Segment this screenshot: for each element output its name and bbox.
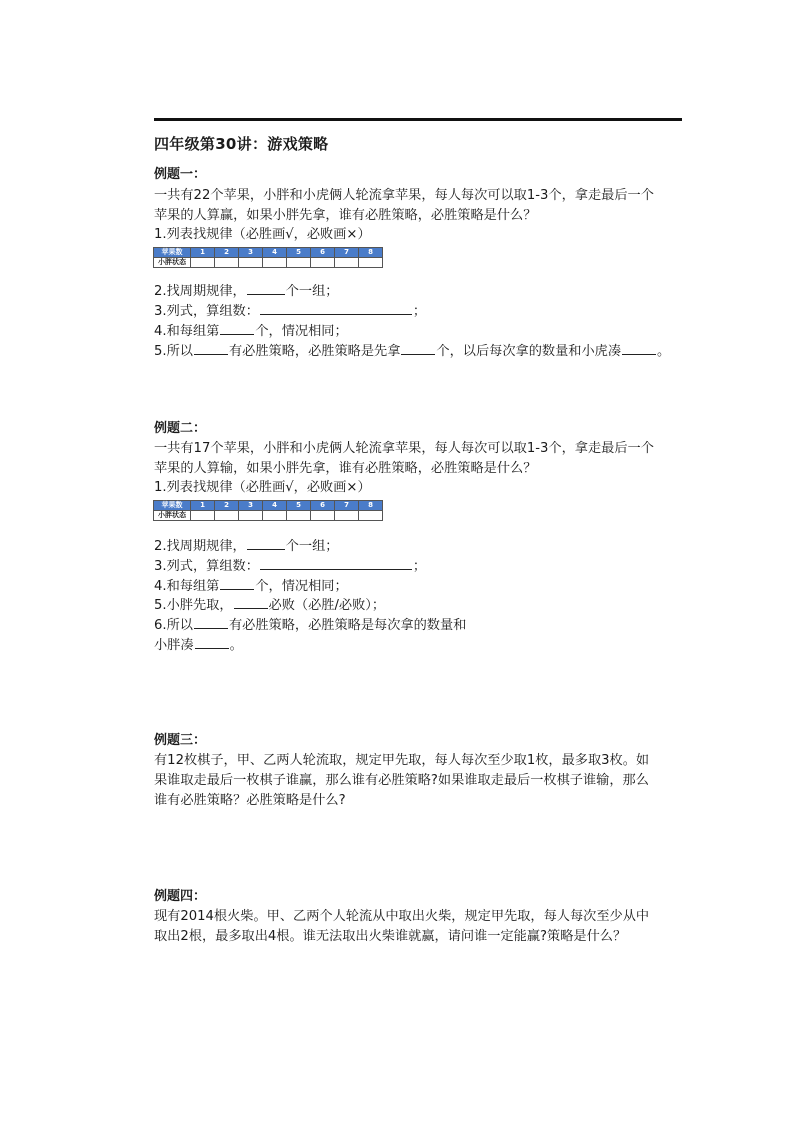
example-1-step-4 <box>154 320 348 339</box>
example-1-step-5 <box>154 340 670 359</box>
example-3-text-line-1: 有12枚棋子，甲、乙两人轮流取，规定甲先取，每人每次至少取1枚，最多取3枚。如 <box>154 753 650 768</box>
example-4-heading: 例题四： <box>154 889 207 904</box>
step-text: 。 <box>229 638 243 653</box>
step-text: 3.列式，算组数： <box>154 304 259 319</box>
example-4-text-line-2: 取出2根，最多取出4根。谁无法取出火柴谁就赢，请问谁一定能赢?策略是什么？ <box>154 929 627 944</box>
example-4-text-line-1: 现有2014根火柴。甲、乙两个人轮流从中取出火柴，规定甲先取，每人每次至少从中 <box>154 909 650 924</box>
table-cell <box>287 258 311 268</box>
example-2-table <box>153 500 383 521</box>
table-col-header: 7 <box>335 248 359 258</box>
table-cell <box>263 511 287 521</box>
step-text: 5.所以 <box>154 344 193 359</box>
table-col-header: 2 <box>215 501 239 511</box>
step-text: 4.和每组第 <box>154 579 220 594</box>
example-2-step-1: 1.列表找规律（必胜画√，必败画×） <box>154 480 371 495</box>
example-2-step-2 <box>154 535 338 554</box>
answer-blank[interactable] <box>247 281 285 295</box>
answer-blank[interactable] <box>401 341 435 355</box>
step-text: 个一组； <box>285 284 339 299</box>
step-text: 。 <box>657 344 671 359</box>
step-text: 3.列式，算组数： <box>154 559 259 574</box>
table-col-header: 1 <box>191 501 215 511</box>
step-text: 个一组； <box>285 539 339 554</box>
step-text: 4.和每组第 <box>154 324 220 339</box>
table-cell <box>239 511 263 521</box>
answer-blank[interactable] <box>194 615 228 629</box>
step-text: 必败（必胜/必败）； <box>268 598 386 613</box>
table-cell <box>239 258 263 268</box>
table-cell <box>191 511 215 521</box>
step-text: 个，情况相同； <box>255 579 348 594</box>
step-text: 6.所以 <box>154 618 193 633</box>
table-col-header: 1 <box>191 248 215 258</box>
example-3-heading: 例题三： <box>154 733 207 748</box>
page-title: 四年级第30讲：游戏策略 <box>154 135 329 153</box>
table-cell <box>359 511 383 521</box>
example-1-step-3 <box>154 300 426 319</box>
example-1-step-1: 1.列表找规律（必胜画√，必败画×） <box>154 227 371 242</box>
table-row-label: 苹果数 <box>154 501 191 511</box>
table-col-header: 5 <box>287 501 311 511</box>
table-row-label: 苹果数 <box>154 248 191 258</box>
step-text: 个，情况相同； <box>255 324 348 339</box>
example-1-table <box>153 247 383 268</box>
table-col-header: 8 <box>359 248 383 258</box>
table-row-label: 小胖状态 <box>154 511 191 521</box>
table-cell <box>311 511 335 521</box>
example-1-text-line-1: 一共有22个苹果，小胖和小虎俩人轮流拿苹果，每人每次可以取1-3个，拿走最后一个 <box>154 188 654 203</box>
table-col-header: 3 <box>239 248 263 258</box>
table-cell <box>215 511 239 521</box>
example-3-text-line-3: 谁有必胜策略？必胜策略是什么? <box>154 793 346 808</box>
answer-blank[interactable] <box>220 576 254 590</box>
example-2-step-6 <box>154 614 466 633</box>
top-rule <box>154 118 682 121</box>
example-3-text-line-2: 果谁取走最后一枚棋子谁赢，那么谁有必胜策略?如果谁取走最后一枚棋子谁输，那么 <box>154 773 649 788</box>
table-cell <box>215 258 239 268</box>
table-col-header: 8 <box>359 501 383 511</box>
step-text: 有必胜策略，必胜策略是每次拿的数量和 <box>228 618 467 633</box>
step-text: ； <box>412 304 427 319</box>
table-col-header: 4 <box>263 501 287 511</box>
table-cell <box>359 258 383 268</box>
table-col-header: 5 <box>287 248 311 258</box>
example-1-heading: 例题一： <box>154 167 207 182</box>
example-2-step-4 <box>154 575 348 594</box>
example-2-text-line-1: 一共有17个苹果，小胖和小虎俩人轮流拿苹果，每人每次可以取1-3个，拿走最后一个 <box>154 441 654 456</box>
step-text: 2.找周期规律， <box>154 284 246 299</box>
table-col-header: 2 <box>215 248 239 258</box>
example-2-step-3 <box>154 555 426 574</box>
table-cell <box>335 258 359 268</box>
table-col-header: 3 <box>239 501 263 511</box>
table-col-header: 6 <box>311 501 335 511</box>
step-text: 2.找周期规律， <box>154 539 246 554</box>
example-2-text-line-2: 苹果的人算输，如果小胖先拿，谁有必胜策略，必胜策略是什么？ <box>154 461 537 476</box>
answer-blank[interactable] <box>247 536 285 550</box>
example-2-step-6-cont <box>154 634 243 653</box>
answer-blank[interactable] <box>622 341 656 355</box>
table-cell <box>287 511 311 521</box>
step-text: ； <box>412 559 427 574</box>
table-col-header: 7 <box>335 501 359 511</box>
example-1-text-line-2: 苹果的人算赢，如果小胖先拿，谁有必胜策略，必胜策略是什么？ <box>154 208 537 223</box>
table-col-header: 4 <box>263 248 287 258</box>
table-col-header: 6 <box>311 248 335 258</box>
answer-blank[interactable] <box>220 321 254 335</box>
table-row-label: 小胖状态 <box>154 258 191 268</box>
step-text: 小胖凑 <box>154 638 194 653</box>
table-cell <box>311 258 335 268</box>
step-text: 5.小胖先取， <box>154 598 233 613</box>
answer-blank[interactable] <box>195 635 229 649</box>
answer-blank[interactable] <box>260 301 412 315</box>
example-1-step-2 <box>154 280 338 299</box>
table-cell <box>263 258 287 268</box>
table-cell <box>335 511 359 521</box>
answer-blank[interactable] <box>260 556 412 570</box>
step-text: 个，以后每次拿的数量和小虎凑 <box>436 344 622 359</box>
table-cell <box>191 258 215 268</box>
answer-blank[interactable] <box>234 595 268 609</box>
step-text: 有必胜策略，必胜策略是先拿 <box>228 344 401 359</box>
example-2-heading: 例题二： <box>154 421 207 436</box>
example-2-step-5 <box>154 594 385 613</box>
answer-blank[interactable] <box>194 341 228 355</box>
